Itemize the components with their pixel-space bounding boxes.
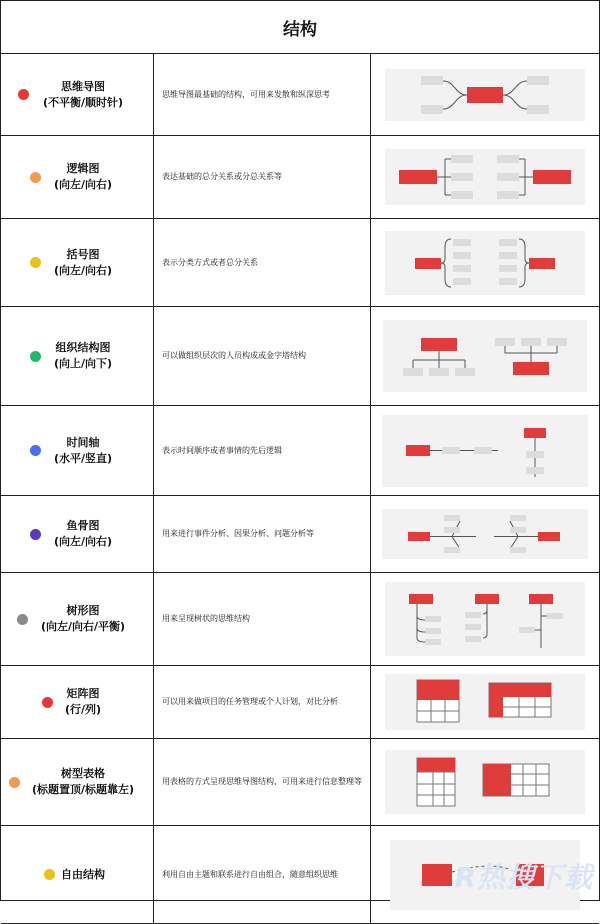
structure-name-cell xyxy=(1,219,154,306)
fishbone-diagram xyxy=(382,509,588,559)
table-row xyxy=(1,666,599,739)
bullet-dot xyxy=(18,89,29,100)
table-row xyxy=(1,307,599,406)
structure-description: 用来呈现树状的思维结构 xyxy=(154,573,371,665)
structure-preview xyxy=(371,826,599,923)
structure-preview xyxy=(371,219,599,306)
structure-description: 表示分类方式或者总分关系 xyxy=(154,219,371,306)
free-structure-diagram xyxy=(390,840,580,910)
structure-preview xyxy=(371,136,599,218)
structure-name: 括号图 (向左/向右) xyxy=(53,247,113,277)
structure-description: 利用自由主题和联系进行自由组合，随意组织思维 xyxy=(154,826,371,923)
table-row xyxy=(1,136,599,219)
table-row xyxy=(1,826,599,924)
structure-preview xyxy=(371,496,599,572)
matrix-diagram xyxy=(385,674,585,730)
bullet-dot xyxy=(42,697,53,708)
structure-description: 可以做组织层次的人员构成或金字塔结构 xyxy=(154,307,371,405)
structure-description: 思维导图最基础的结构，可用来发散和纵深思考 xyxy=(154,54,371,135)
logic-chart-diagram xyxy=(385,149,585,205)
structure-preview xyxy=(371,307,599,405)
table-row xyxy=(1,739,599,826)
bullet-dot xyxy=(30,445,41,456)
structure-preview xyxy=(371,573,599,665)
structure-preview xyxy=(371,54,599,135)
structure-name-cell xyxy=(1,573,154,665)
table-row xyxy=(1,406,599,496)
structure-name: 自由结构 xyxy=(61,867,105,881)
table-row xyxy=(1,219,599,307)
structure-name: 逻辑图 (向左/向右) xyxy=(53,162,113,191)
bullet-dot xyxy=(9,777,20,788)
structure-preview xyxy=(371,406,599,495)
structure-name-cell xyxy=(1,666,154,738)
table-row xyxy=(1,496,599,573)
timeline-diagram xyxy=(382,415,588,487)
mind-map-diagram xyxy=(385,69,585,121)
structure-name: 树形图 (向左/向右/平衡) xyxy=(40,604,126,633)
tree-chart-diagram xyxy=(385,582,585,656)
structure-name: 时间轴 (水平/竖直) xyxy=(53,435,113,465)
structure-name-cell xyxy=(1,307,154,405)
bullet-dot xyxy=(30,351,41,362)
page-title: 结构 xyxy=(1,1,599,54)
structure-description: 表达基础的总分关系或分总关系等 xyxy=(154,136,371,218)
structure-name-cell xyxy=(1,739,154,825)
structure-name-cell xyxy=(1,496,154,572)
bullet-dot xyxy=(30,172,41,183)
watermark-logo: R热搜下载 xyxy=(454,861,593,894)
structure-name-cell xyxy=(1,54,154,135)
bullet-dot xyxy=(30,257,41,268)
org-chart-diagram xyxy=(383,320,587,392)
structure-name-cell xyxy=(1,136,154,218)
bullet-dot xyxy=(30,529,41,540)
structure-description: 用来进行事件分析、因果分析、问题分析等 xyxy=(154,496,371,572)
structure-name: 矩阵图 (行/列) xyxy=(64,687,102,716)
structure-preview xyxy=(371,739,599,825)
bullet-dot xyxy=(17,614,28,625)
structure-preview xyxy=(371,666,599,738)
table-row xyxy=(1,54,599,136)
structure-description: 表示时间顺序或者事情的先后逻辑 xyxy=(154,406,371,495)
structure-description: 可以用来做项目的任务管理或个人计划，对比分析 xyxy=(154,666,371,738)
table-row xyxy=(1,573,599,666)
structure-name-cell xyxy=(1,406,154,495)
structure-name: 思维导图 (不平衡/顺时针) xyxy=(42,79,124,109)
bullet-dot xyxy=(44,869,55,880)
tree-table-diagram xyxy=(385,750,585,814)
structure-name: 鱼骨图 (向左/向右) xyxy=(53,519,113,548)
structure-name: 组织结构图 (向上/向下) xyxy=(53,341,113,370)
bracket-chart-diagram xyxy=(385,231,585,295)
structure-description: 用表格的方式呈现思维导图结构，可用来进行信息整理等 xyxy=(154,739,371,825)
structure-name-cell xyxy=(1,826,154,923)
structure-name: 树型表格 (标题置顶/标题靠左) xyxy=(31,767,135,796)
